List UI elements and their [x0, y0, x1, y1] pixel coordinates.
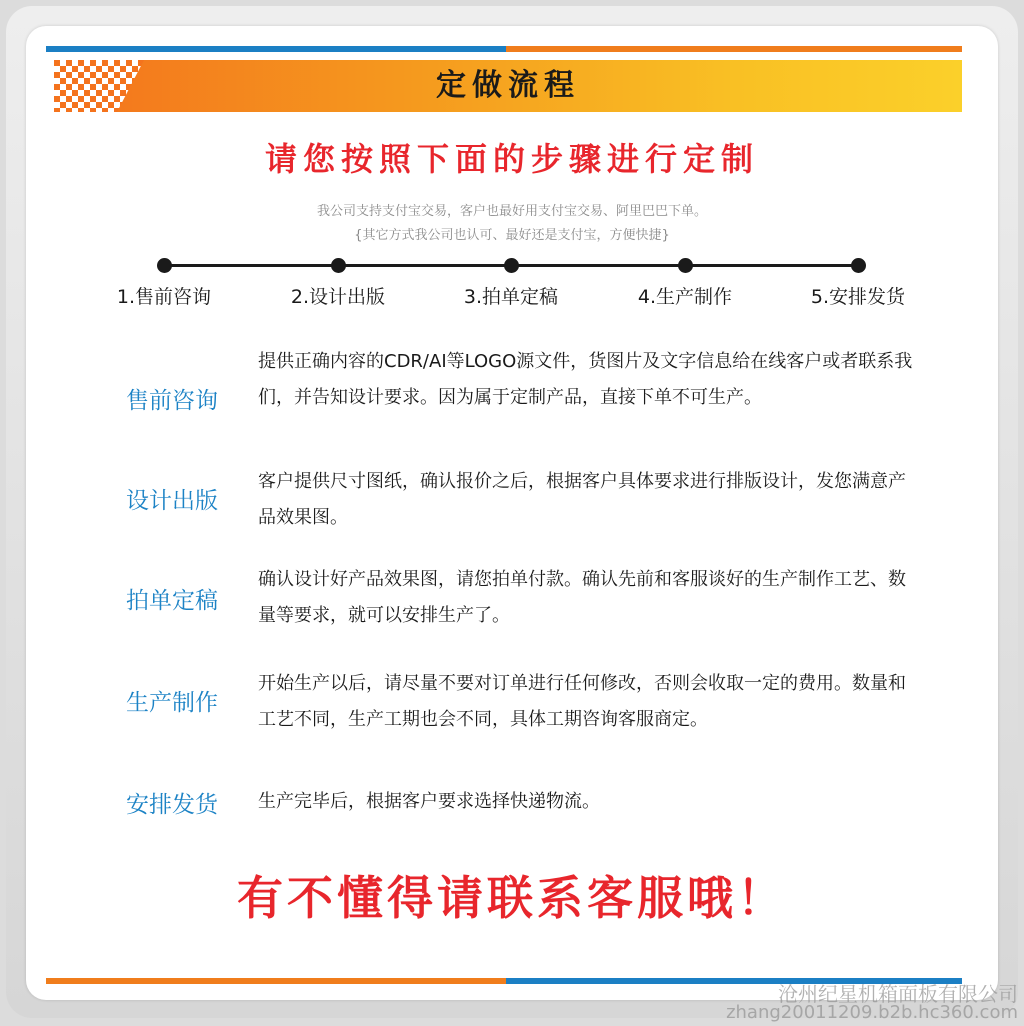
payment-note: 我公司支持支付宝交易，客户也最好用支付宝交易、阿里巴巴下单。 — [316, 204, 707, 219]
payment-note-secondary: {其它方式我公司也认可、最好还是支付宝，方便快捷} — [354, 228, 670, 243]
contact-call-to-action: 有不懂得请联系客服哦！ — [237, 871, 787, 925]
watermark-url: zhang20011209.b2b.hc360.com — [726, 1002, 1018, 1023]
banner-title: 定做流程 — [436, 68, 580, 103]
timeline-step-label: 5.安排发货 — [810, 286, 906, 308]
flyer-card — [26, 26, 998, 1000]
step-desc-design: 客户提供尺寸图纸，确认报价之后，根据客户具体要求进行排版设计，发您满意产品效果图。 — [258, 471, 906, 528]
timeline-dot — [504, 258, 519, 273]
timeline-dot — [678, 258, 693, 273]
step-desc-shipping: 生产完毕后，根据客户要求选择快递物流。 — [258, 791, 600, 812]
watermark-company: 沧州纪星机箱面板有限公司 — [778, 982, 1018, 1006]
timeline-dot — [331, 258, 346, 273]
step-title-order: 拍单定稿 — [126, 588, 218, 614]
timeline-step-label: 4.生产制作 — [637, 286, 733, 308]
step-desc-production: 开始生产以后，请尽量不要对订单进行任何修改，否则会收取一定的费用。数量和工艺不同，生产工期也会不同，具体工期咨询客服商定。 — [258, 673, 906, 730]
timeline-step-label: 2.设计出版 — [290, 286, 386, 308]
timeline-dot — [157, 258, 172, 273]
main-heading: 请您按照下面的步骤进行定制 — [264, 140, 759, 178]
step-desc-order: 确认设计好产品效果图，请您拍单付款。确认先前和客服谈好的生产制作工艺、数量等要求，就可以安排生产了。 — [258, 569, 906, 626]
timeline-dot — [851, 258, 866, 273]
step-title-production: 生产制作 — [126, 690, 218, 716]
step-title-shipping: 安排发货 — [126, 792, 218, 818]
top-stripe-orange — [506, 46, 962, 52]
top-stripe-blue — [46, 46, 506, 52]
step-title-consult: 售前咨询 — [126, 388, 218, 414]
timeline-step-label: 1.售前咨询 — [116, 286, 212, 308]
timeline-step-label: 3.拍单定稿 — [463, 286, 559, 308]
bottom-stripe-orange — [46, 978, 506, 984]
step-desc-consult: 提供正确内容的CDR/AI等LOGO源文件，货图片及文字信息给在线客户或者联系我们，并告知设计要求。因为属于定制产品，直接下单不可生产。 — [258, 351, 913, 408]
step-title-design: 设计出版 — [126, 488, 218, 514]
